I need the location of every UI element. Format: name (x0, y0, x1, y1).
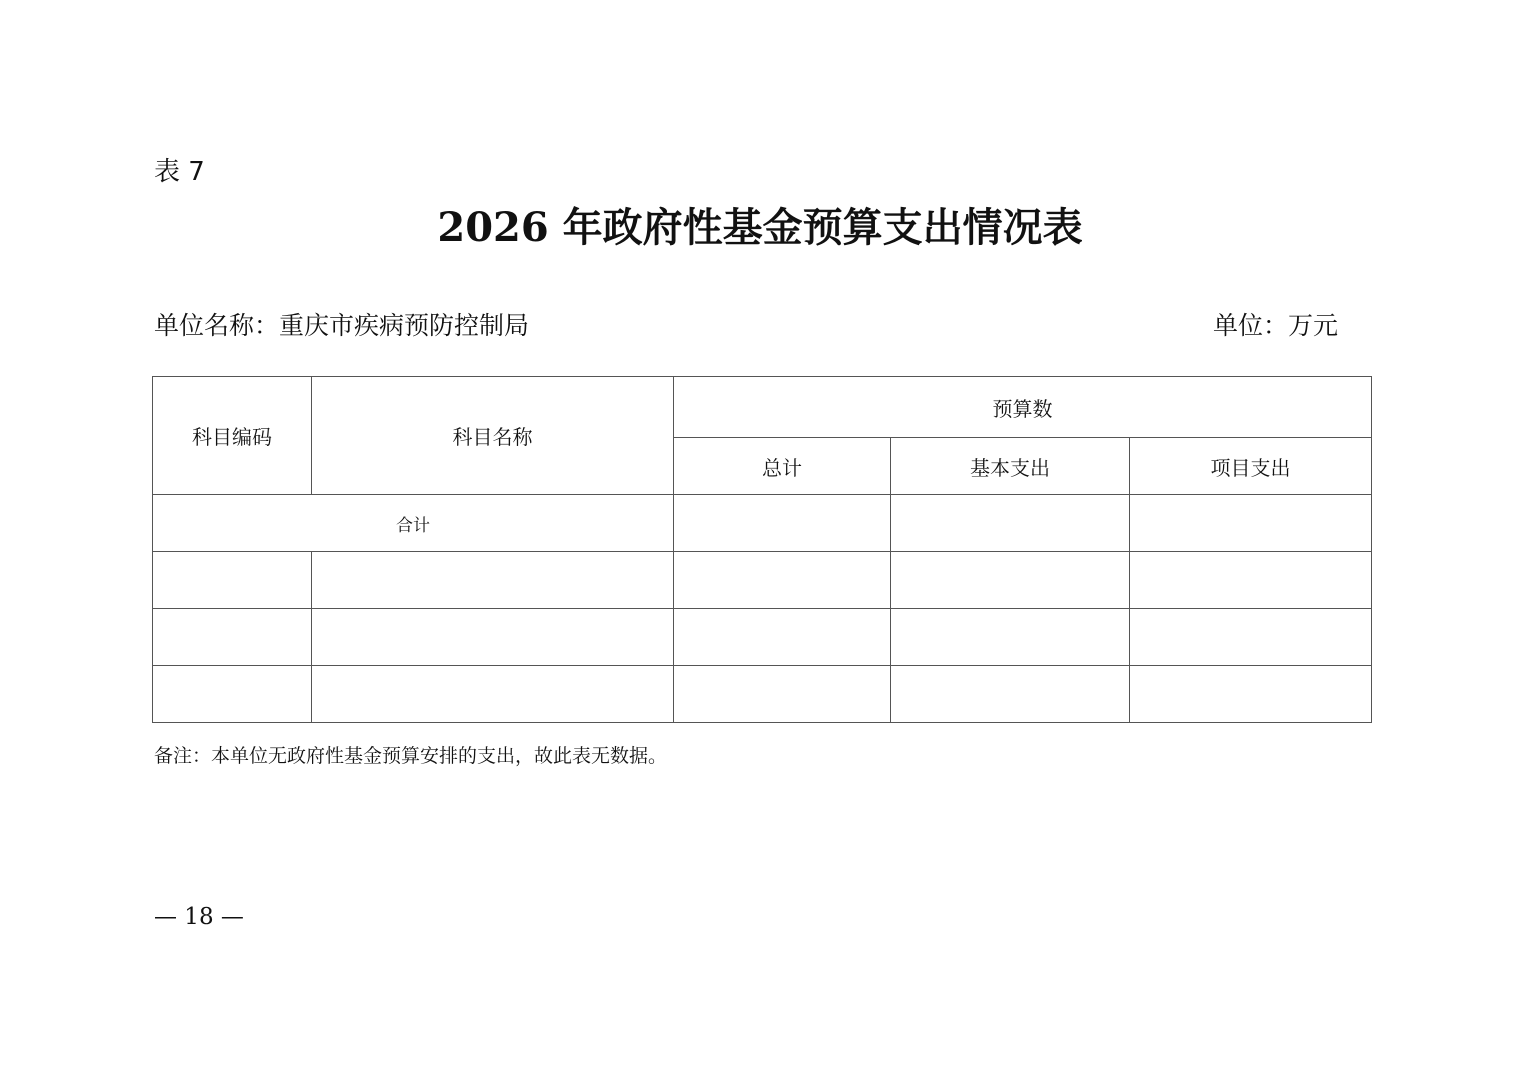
document-title: 2026 年政府性基金预算支出情况表 (437, 204, 1083, 251)
header-row-1 (153, 377, 1372, 438)
header-budget: 预算数 (674, 377, 1372, 438)
table-row (153, 552, 1372, 609)
header-name: 科目名称 (312, 377, 674, 495)
cell-total (674, 666, 891, 723)
currency-unit: 单位：万元 (1212, 311, 1338, 340)
header-total: 总计 (674, 438, 891, 495)
budget-expenditure-table (152, 376, 1372, 723)
cell-total (674, 609, 891, 666)
cell-basic (891, 552, 1130, 609)
header-project: 项目支出 (1130, 438, 1372, 495)
total-cell (674, 495, 891, 552)
cell-name (312, 552, 674, 609)
cell-project (1130, 609, 1372, 666)
page-number: — 18 — (154, 904, 244, 930)
cell-project (1130, 666, 1372, 723)
table-number-label: 表 7 (154, 157, 205, 187)
cell-total (674, 552, 891, 609)
total-label: 合计 (153, 495, 674, 552)
cell-code (153, 666, 312, 723)
cell-name (312, 666, 674, 723)
table-row (153, 609, 1372, 666)
unit-info-row (154, 308, 1338, 344)
cell-code (153, 552, 312, 609)
cell-name (312, 609, 674, 666)
cell-basic (891, 609, 1130, 666)
header-basic: 基本支出 (891, 438, 1130, 495)
remark-note: 备注：本单位无政府性基金预算安排的支出，故此表无数据。 (154, 745, 668, 767)
total-basic-cell (891, 495, 1130, 552)
table-row (153, 666, 1372, 723)
total-row (153, 495, 1372, 552)
unit-name: 单位名称：重庆市疾病预防控制局 (154, 311, 530, 340)
cell-basic (891, 666, 1130, 723)
cell-code (153, 609, 312, 666)
total-project-cell (1130, 495, 1372, 552)
cell-project (1130, 552, 1372, 609)
header-code: 科目编码 (153, 377, 312, 495)
